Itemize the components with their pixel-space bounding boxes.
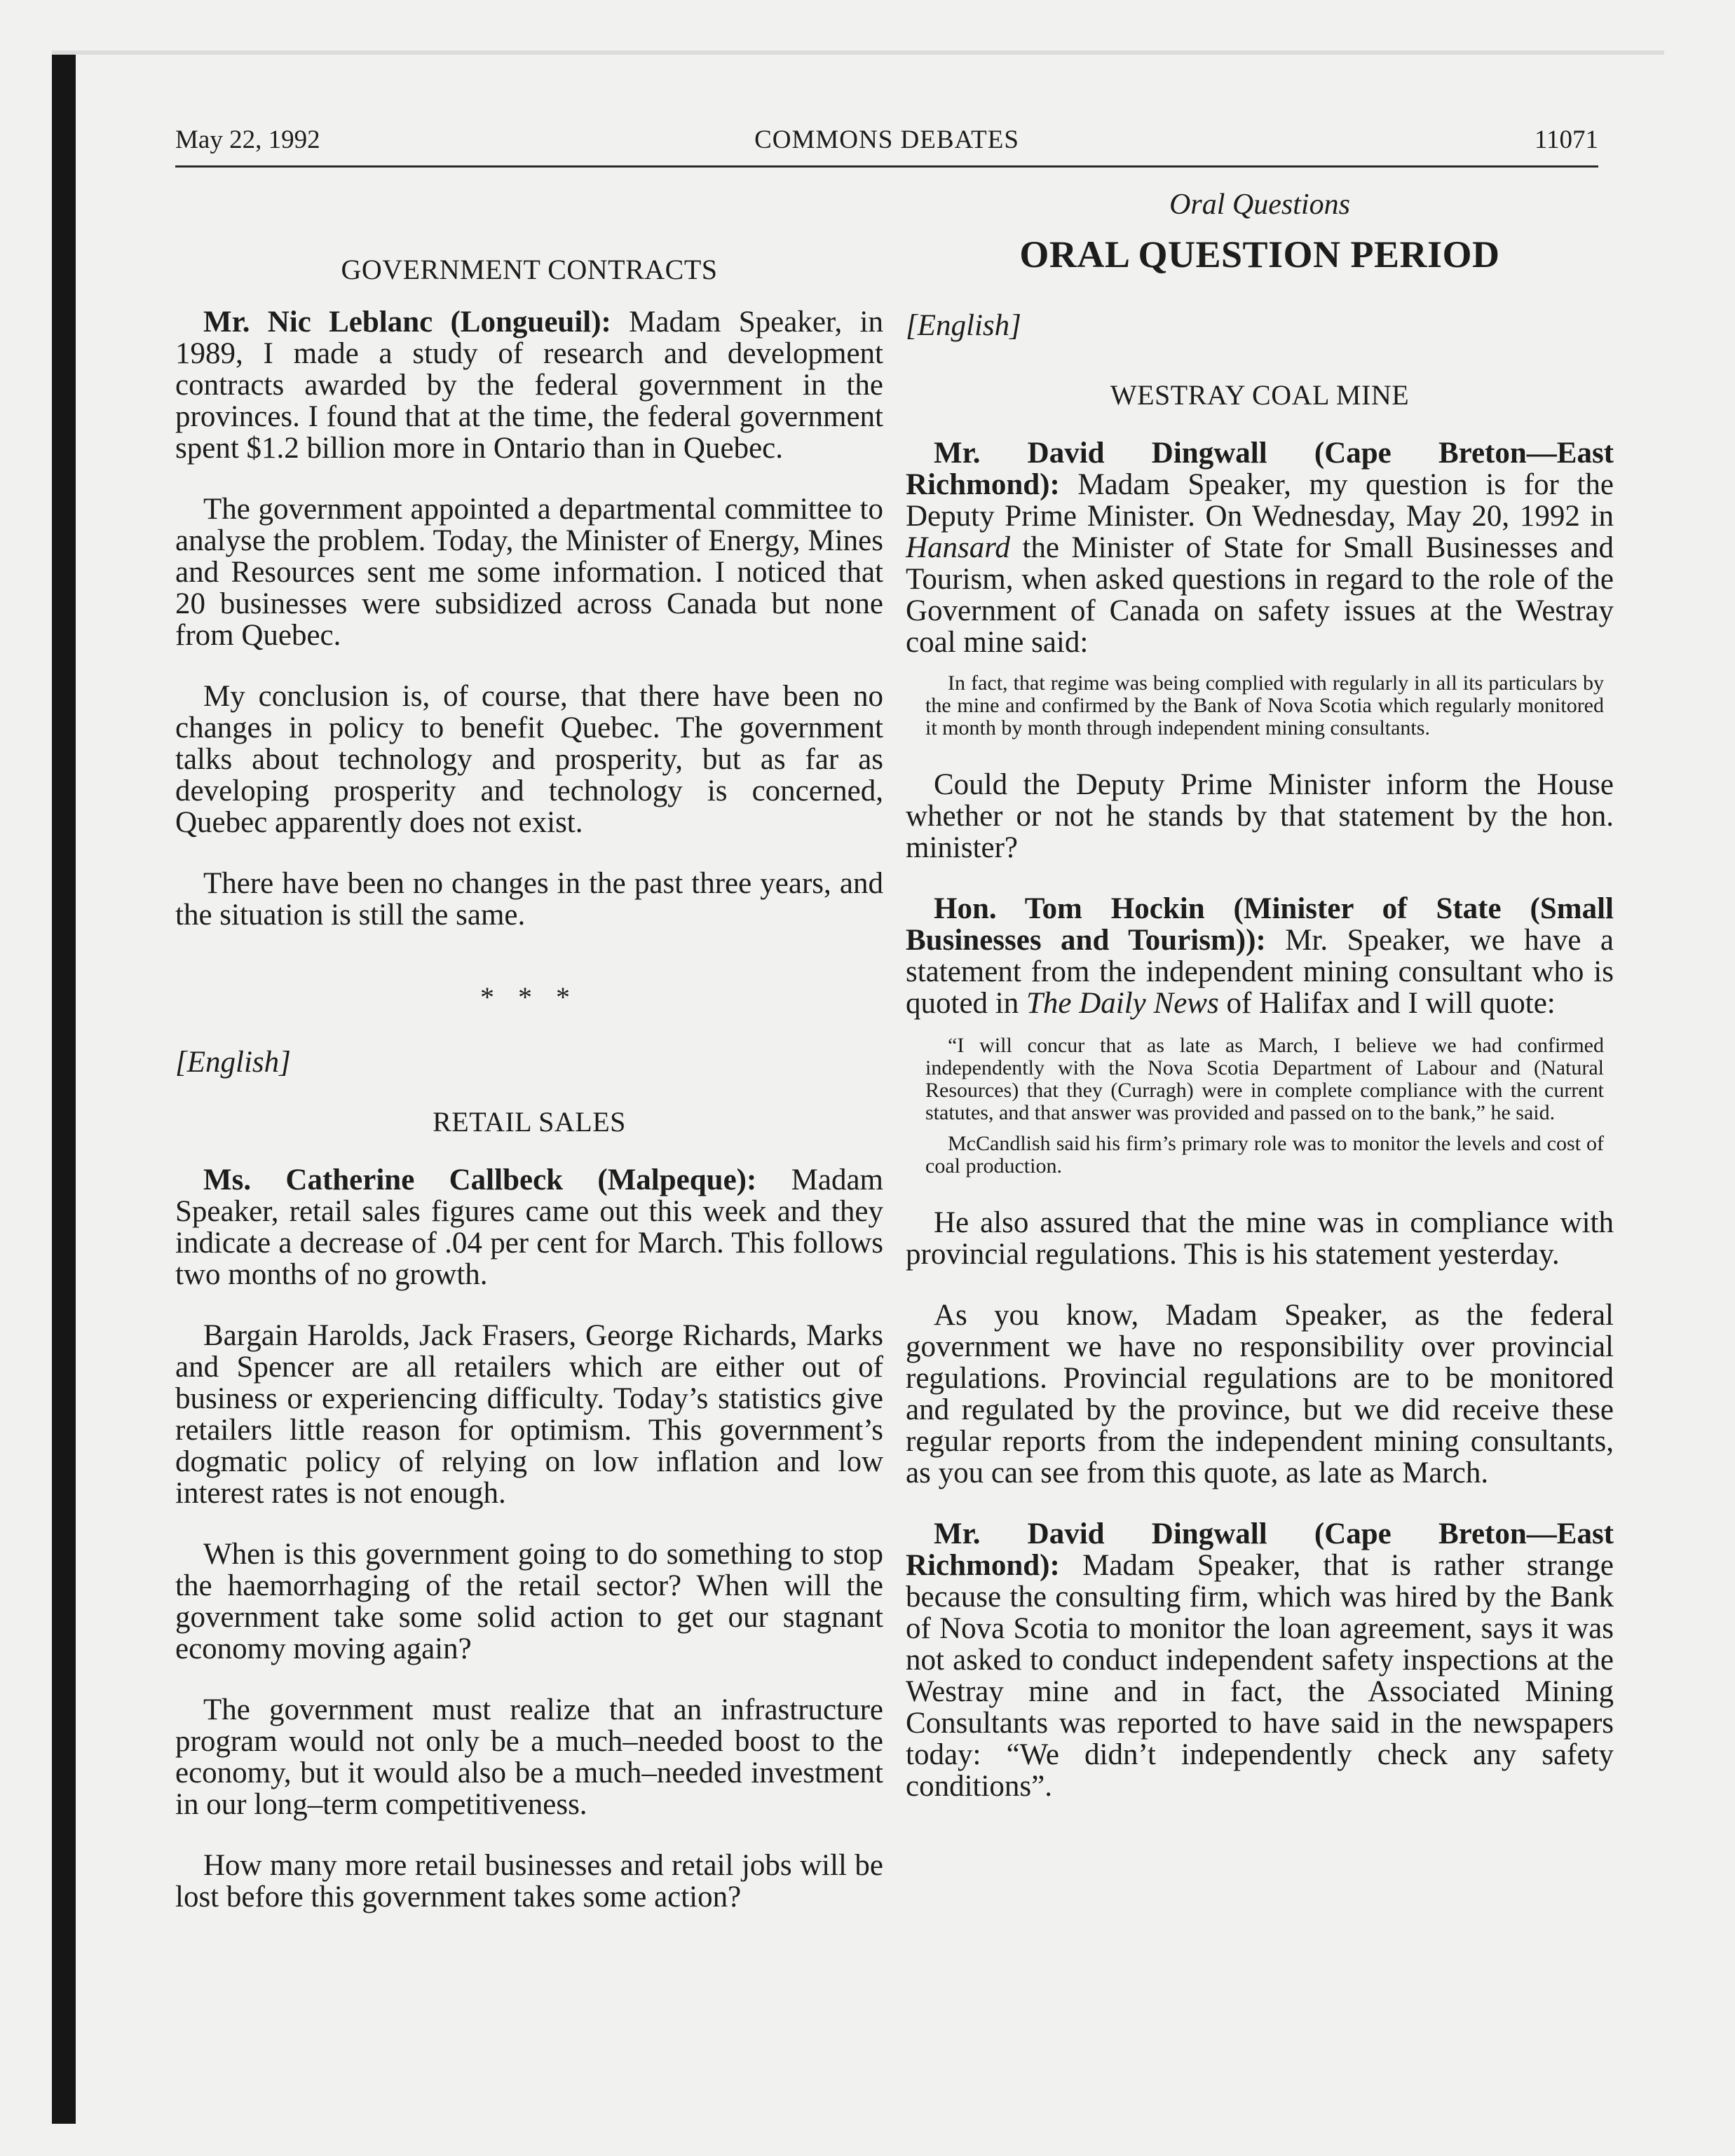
paragraph-dingwall-followup-text: Madam Speaker, that is rather strange because the consulting firm, which was hired by the Bank of Nova Scotia to monitor the loan agreement, says it was not asked to conduct independent safety inspections at the Westray mine and in fact, the Associated Mining Consultants was reported to have said in the newspapers today: “We didn’t independently check any safety conditions”. <box>906 1549 1614 1803</box>
section-separator-stars: * * * <box>480 981 578 1013</box>
speaker-hockin: Hon. Tom Hockin (Minister of State (Small Businesses and Tourism)): <box>906 892 1614 957</box>
header-publication-title: COMMONS DEBATES <box>754 125 1019 154</box>
paragraph-retailers: Bargain Harolds, Jack Frasers, George Richards, Marks and Spencer are all retailers which are either out of business or experiencing difficulty. Today’s statistics give retailers little reason for optimism. This government’s dogmatic policy of relying on low inflation and low interest rates is not enough. <box>175 1319 883 1510</box>
paragraph-hockin-text-a: Mr. Speaker, we have a statement from the independent mining consultant who is quoted in <box>906 924 1614 1020</box>
paragraph-conclusion: My conclusion is, of course, that there have been no changes in policy to benefit Quebec. The government talks about technology and prosperity, but as far as developing prosperity and technology is concerned, Quebec apparently does not exist. <box>175 680 883 839</box>
quote-consultant-text: “I will concur that as late as March, I believe we had confirmed independently with the Nova Scotia Department of Labour and (Natural Resources) that they (Curragh) were in complete compliance with the current statutes, and that answer was provided and passed on to the bank,” he said. <box>925 1034 1604 1124</box>
paragraph-committee: The government appointed a departmental committee to analyse the problem. Today, the Minister of Energy, Mines and Resources sent me some information. I noticed that 20 businesses were subsidized across Canada but none from Quebec. <box>175 493 883 652</box>
left-column <box>175 189 883 1913</box>
quote-minister-text: In fact, that regime was being complied with regularly in all its particulars by the mine and confirmed by the Bank of Nova Scotia which regularly monitored it month by month through independent mining consultants. <box>925 671 1604 739</box>
right-column <box>906 189 1614 1802</box>
paragraph-no-changes: There have been no changes in the past three years, and the situation is still the same. <box>175 867 883 932</box>
speaker-leblanc: Mr. Nic Leblanc (Longueuil): <box>203 306 611 339</box>
heading-retail-sales: RETAIL SALES <box>433 1106 626 1138</box>
heading-westray-coal-mine: WESTRAY COAL MINE <box>1110 379 1410 411</box>
paragraph-how-many: How many more retail businesses and retail jobs will be lost before this government takes some action? <box>175 1849 883 1913</box>
header-rule <box>175 165 1598 168</box>
paragraph-leblanc <box>175 306 883 464</box>
speaker-callbeck: Ms. Catherine Callbeck (Malpeque): <box>203 1164 757 1196</box>
publication-daily-news: The Daily News <box>1026 987 1219 1020</box>
header-page-number: 11071 <box>1534 125 1598 154</box>
paragraph-callbeck <box>175 1164 883 1290</box>
paragraph-dingwall-text-a: Madam Speaker, my question is for the Deputy Prime Minister. On Wednesday, May 20, 1992 in <box>906 468 1614 533</box>
paragraph-hockin-text-b: of Halifax and I will quote: <box>1218 987 1556 1020</box>
speaker-dingwall-2: Mr. David Dingwall (Cape Breton—East Richmond): <box>906 1517 1614 1582</box>
paragraph-infrastructure: The government must realize that an infrastructure program would not only be a much–needed boost to the economy, but it would also be a much–needed investment in our long–term competitiveness. <box>175 1693 883 1821</box>
heading-oral-question-period: ORAL QUESTION PERIOD <box>1019 233 1500 275</box>
paragraph-hockin-answer <box>906 893 1614 1019</box>
language-tag-english: [English] <box>175 1046 291 1079</box>
paragraph-when: When is this government going to do something to stop the haemorrhaging of the retail sector? When will the government take some solid action to get our stagnant economy moving again? <box>175 1538 883 1665</box>
scan-binding-edge <box>52 50 76 2124</box>
paragraph-dingwall-question <box>906 437 1614 658</box>
paragraph-federal-responsibility: As you know, Madam Speaker, as the federal government we have no responsibility over provincial regulations. Provincial regulations are to be monitored and regulated by the province, but we did receive these regular reports from the independent mining consultants, as you can see from this quote, as late as March. <box>906 1299 1614 1489</box>
paragraph-dingwall-followup <box>906 1518 1614 1802</box>
header-date: May 22, 1992 <box>175 125 320 154</box>
paragraph-compliance: He also assured that the mine was in compliance with provincial regulations. This is his statement yesterday. <box>906 1206 1614 1271</box>
quote-mccandlish-text: McCandlish said his firm’s primary role was to monitor the levels and cost of coal production. <box>925 1132 1604 1178</box>
heading-government-contracts: GOVERNMENT CONTRACTS <box>341 254 718 285</box>
paragraph-callbeck-text: Madam Speaker, retail sales figures came out this week and they indicate a decrease of .04 per cent for March. This follows two months of no growth. <box>175 1164 883 1291</box>
paragraph-dingwall-text-b: the Minister of State for Small Businesses and Tourism, when asked questions in regard to the role of the Government of Canada on safety issues at the Westray coal mine said: <box>906 531 1614 659</box>
paragraph-deputy-pm-question: Could the Deputy Prime Minister inform the House whether or not he stands by that statement by the hon. minister? <box>906 768 1614 864</box>
paragraph-leblanc-text: Madam Speaker, in 1989, I made a study of research and development contracts awarded by the federal government in the provinces. I found that at the time, the federal government spent $1.2 billion more in Ontario than in Quebec. <box>175 306 883 465</box>
quote-minister-statement <box>925 672 1604 739</box>
scan-top-edge <box>52 50 1664 55</box>
speaker-dingwall: Mr. David Dingwall (Cape Breton—East Richmond): <box>906 437 1614 501</box>
language-tag-english-right: [English] <box>906 309 1021 342</box>
quote-consultant <box>925 1035 1604 1178</box>
page-header <box>175 125 1598 160</box>
hansard-reference: Hansard <box>906 531 1010 564</box>
section-label-oral-questions: Oral Questions <box>1169 189 1350 221</box>
